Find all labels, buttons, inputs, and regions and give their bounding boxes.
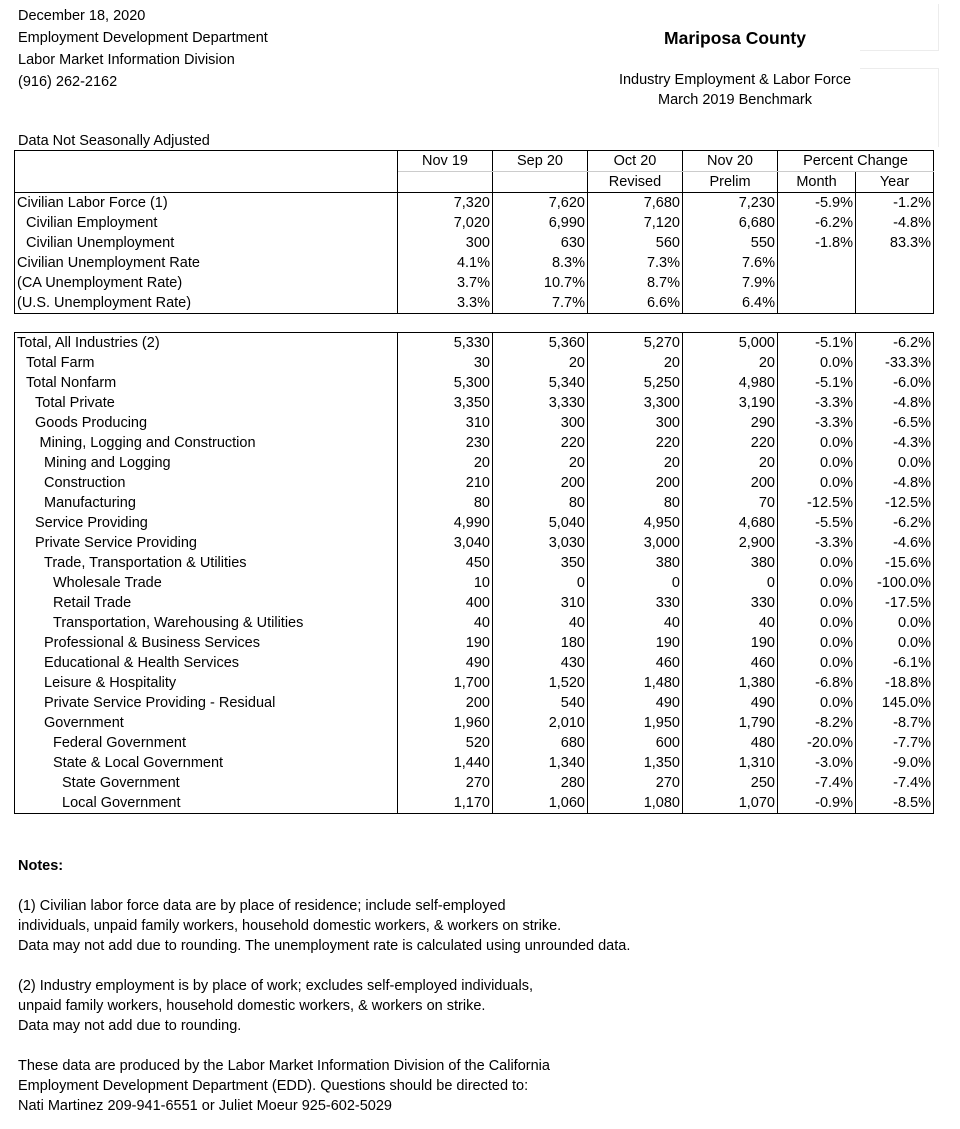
- row-label: (CA Unemployment Rate): [15, 273, 398, 293]
- sep20-value: 540: [493, 693, 588, 713]
- oct20-value: 300: [588, 413, 683, 433]
- table-row: [15, 353, 934, 373]
- notes-heading: Notes:: [18, 858, 64, 874]
- month-change: 0.0%: [778, 573, 856, 593]
- nov20-value: 20: [683, 353, 778, 373]
- nov20-value: 7.9%: [683, 273, 778, 293]
- month-change: -5.5%: [778, 513, 856, 533]
- nov19-value: 490: [398, 653, 493, 673]
- table-row: [15, 253, 934, 273]
- month-change: -8.2%: [778, 713, 856, 733]
- month-change: 0.0%: [778, 553, 856, 573]
- table-row: [15, 193, 934, 214]
- sep20-value: 6,990: [493, 213, 588, 233]
- oct20-value: 270: [588, 773, 683, 793]
- oct20-value: 5,250: [588, 373, 683, 393]
- nov20-value: 480: [683, 733, 778, 753]
- row-label: Trade, Transportation & Utilities: [15, 553, 398, 573]
- nov20-value: 20: [683, 453, 778, 473]
- nov19-value: 5,330: [398, 333, 493, 354]
- oct20-value: 330: [588, 593, 683, 613]
- oct20-value: 80: [588, 493, 683, 513]
- note-3-line-2: Employment Development Department (EDD). Questions should be directed to:: [18, 1078, 529, 1094]
- row-label: Private Service Providing: [15, 533, 398, 553]
- row-label: Total Farm: [15, 353, 398, 373]
- month-change: 0.0%: [778, 693, 856, 713]
- nov20-value: 5,000: [683, 333, 778, 354]
- col-nov20-header: Nov 20: [683, 151, 778, 172]
- sep20-value: 200: [493, 473, 588, 493]
- col-nov20-subheader: Prelim: [683, 172, 778, 193]
- year-change: [856, 293, 934, 314]
- sep20-value: 280: [493, 773, 588, 793]
- sep20-value: 2,010: [493, 713, 588, 733]
- oct20-value: 220: [588, 433, 683, 453]
- oct20-value: 190: [588, 633, 683, 653]
- nov19-value: 310: [398, 413, 493, 433]
- col-oct20-subheader: Revised: [588, 172, 683, 193]
- month-change: -7.4%: [778, 773, 856, 793]
- sep20-value: 310: [493, 593, 588, 613]
- row-label: Civilian Employment: [15, 213, 398, 233]
- nov20-value: 2,900: [683, 533, 778, 553]
- month-change: [778, 253, 856, 273]
- year-change: -9.0%: [856, 753, 934, 773]
- seasonal-adjustment-note: Data Not Seasonally Adjusted: [18, 133, 210, 149]
- month-change: -3.3%: [778, 393, 856, 413]
- nov20-value: 200: [683, 473, 778, 493]
- nov20-value: 330: [683, 593, 778, 613]
- row-label: Total Private: [15, 393, 398, 413]
- table-row: [15, 573, 934, 593]
- month-change: -5.9%: [778, 193, 856, 214]
- month-change: [778, 273, 856, 293]
- header-blank-cell: [15, 151, 398, 172]
- table-row: [15, 733, 934, 753]
- year-change: -1.2%: [856, 193, 934, 214]
- month-change: -0.9%: [778, 793, 856, 814]
- oct20-value: 6.6%: [588, 293, 683, 314]
- nov19-value: 4,990: [398, 513, 493, 533]
- nov19-value: 4.1%: [398, 253, 493, 273]
- oct20-value: 560: [588, 233, 683, 253]
- nov19-value: 3,040: [398, 533, 493, 553]
- row-label: Private Service Providing - Residual: [15, 693, 398, 713]
- nov20-value: 460: [683, 653, 778, 673]
- oct20-value: 8.7%: [588, 273, 683, 293]
- nov20-value: 220: [683, 433, 778, 453]
- oct20-value: 1,350: [588, 753, 683, 773]
- row-label: Retail Trade: [15, 593, 398, 613]
- table-row: [15, 773, 934, 793]
- nov20-value: 0: [683, 573, 778, 593]
- month-change: -5.1%: [778, 333, 856, 354]
- col-nov19-subheader: [398, 172, 493, 193]
- row-label: Professional & Business Services: [15, 633, 398, 653]
- division-name: Labor Market Information Division: [18, 52, 235, 68]
- sep20-value: 1,520: [493, 673, 588, 693]
- month-change: 0.0%: [778, 653, 856, 673]
- month-change: 0.0%: [778, 633, 856, 653]
- nov19-value: 7,320: [398, 193, 493, 214]
- table-row: [15, 413, 934, 433]
- table-row: [15, 633, 934, 653]
- nov20-value: 190: [683, 633, 778, 653]
- year-change: -6.5%: [856, 413, 934, 433]
- oct20-value: 3,300: [588, 393, 683, 413]
- row-label: Manufacturing: [15, 493, 398, 513]
- row-label: Leisure & Hospitality: [15, 673, 398, 693]
- department-name: Employment Development Department: [18, 30, 268, 46]
- labor-force-table: [14, 150, 934, 314]
- row-label: Local Government: [15, 793, 398, 814]
- sep20-value: 20: [493, 453, 588, 473]
- oct20-value: 380: [588, 553, 683, 573]
- sep20-value: 8.3%: [493, 253, 588, 273]
- table-row: [15, 373, 934, 393]
- nov19-value: 210: [398, 473, 493, 493]
- nov19-value: 3.7%: [398, 273, 493, 293]
- sep20-value: 180: [493, 633, 588, 653]
- industry-employment-table: [14, 332, 934, 814]
- table-row: [15, 673, 934, 693]
- sep20-value: 10.7%: [493, 273, 588, 293]
- month-subheader: Month: [778, 172, 856, 193]
- nov20-value: 290: [683, 413, 778, 433]
- year-change: -4.3%: [856, 433, 934, 453]
- table-row: [15, 513, 934, 533]
- column-subheader-row: [15, 172, 934, 193]
- nov19-value: 270: [398, 773, 493, 793]
- subtitle-line-1: Industry Employment & Labor Force: [618, 72, 852, 88]
- nov19-value: 10: [398, 573, 493, 593]
- row-label: Mining, Logging and Construction: [15, 433, 398, 453]
- notes-section: [18, 856, 630, 1116]
- month-change: 0.0%: [778, 453, 856, 473]
- month-change: 0.0%: [778, 473, 856, 493]
- year-change: -6.2%: [856, 513, 934, 533]
- table-row: [15, 593, 934, 613]
- oct20-value: 40: [588, 613, 683, 633]
- row-label: Total, All Industries (2): [15, 333, 398, 354]
- table-row: [15, 233, 934, 253]
- table-row: [15, 753, 934, 773]
- oct20-value: 7,120: [588, 213, 683, 233]
- oct20-value: 3,000: [588, 533, 683, 553]
- sep20-value: 680: [493, 733, 588, 753]
- row-label: Construction: [15, 473, 398, 493]
- month-change: 0.0%: [778, 593, 856, 613]
- year-change: -8.5%: [856, 793, 934, 814]
- month-change: -3.0%: [778, 753, 856, 773]
- year-change: -4.8%: [856, 473, 934, 493]
- table-row: [15, 473, 934, 493]
- year-change: -17.5%: [856, 593, 934, 613]
- row-label: Civilian Unemployment: [15, 233, 398, 253]
- nov19-value: 20: [398, 453, 493, 473]
- nov20-value: 7.6%: [683, 253, 778, 273]
- report-subtitle: [580, 70, 890, 110]
- row-label: Wholesale Trade: [15, 573, 398, 593]
- nov19-value: 190: [398, 633, 493, 653]
- nov19-value: 520: [398, 733, 493, 753]
- month-change: 0.0%: [778, 613, 856, 633]
- nov20-value: 1,790: [683, 713, 778, 733]
- year-change: -18.8%: [856, 673, 934, 693]
- nov20-value: 550: [683, 233, 778, 253]
- year-subheader: Year: [856, 172, 934, 193]
- subheader-blank-cell: [15, 172, 398, 193]
- nov19-value: 40: [398, 613, 493, 633]
- year-change: -12.5%: [856, 493, 934, 513]
- oct20-value: 200: [588, 473, 683, 493]
- row-label: Civilian Unemployment Rate: [15, 253, 398, 273]
- note-3-line-1: These data are produced by the Labor Market Information Division of the California: [18, 1058, 550, 1074]
- nov20-value: 6.4%: [683, 293, 778, 314]
- table-row: [15, 613, 934, 633]
- table-row: [15, 333, 934, 354]
- table-row: [15, 493, 934, 513]
- oct20-value: 20: [588, 453, 683, 473]
- row-label: Educational & Health Services: [15, 653, 398, 673]
- nov20-value: 70: [683, 493, 778, 513]
- sep20-value: 430: [493, 653, 588, 673]
- col-nov19-header: Nov 19: [398, 151, 493, 172]
- nov19-value: 400: [398, 593, 493, 613]
- col-sep20-subheader: [493, 172, 588, 193]
- row-label: Federal Government: [15, 733, 398, 753]
- sep20-value: 630: [493, 233, 588, 253]
- month-change: [778, 293, 856, 314]
- nov20-value: 40: [683, 613, 778, 633]
- oct20-value: 20: [588, 353, 683, 373]
- year-change: 145.0%: [856, 693, 934, 713]
- note-2-line-2: unpaid family workers, household domestic workers, & workers on strike.: [18, 998, 486, 1014]
- sep20-value: 3,030: [493, 533, 588, 553]
- year-change: 0.0%: [856, 613, 934, 633]
- year-change: [856, 273, 934, 293]
- sep20-value: 350: [493, 553, 588, 573]
- year-change: -7.7%: [856, 733, 934, 753]
- nov20-value: 1,070: [683, 793, 778, 814]
- oct20-value: 7,680: [588, 193, 683, 214]
- month-change: -3.3%: [778, 413, 856, 433]
- table-row: [15, 653, 934, 673]
- nov20-value: 7,230: [683, 193, 778, 214]
- sep20-value: 1,340: [493, 753, 588, 773]
- nov19-value: 1,170: [398, 793, 493, 814]
- nov19-value: 3,350: [398, 393, 493, 413]
- year-change: -6.0%: [856, 373, 934, 393]
- table-row: [15, 533, 934, 553]
- year-change: -4.8%: [856, 393, 934, 413]
- nov19-value: 1,700: [398, 673, 493, 693]
- subtitle-line-2: March 2019 Benchmark: [658, 92, 812, 108]
- table-row: [15, 453, 934, 473]
- nov19-value: 450: [398, 553, 493, 573]
- sep20-value: 40: [493, 613, 588, 633]
- year-change: -33.3%: [856, 353, 934, 373]
- year-change: -7.4%: [856, 773, 934, 793]
- nov19-value: 30: [398, 353, 493, 373]
- col-oct20-header: Oct 20: [588, 151, 683, 172]
- table-row: [15, 213, 934, 233]
- phone-number: (916) 262-2162: [18, 74, 118, 90]
- nov19-value: 7,020: [398, 213, 493, 233]
- month-change: -3.3%: [778, 533, 856, 553]
- nov20-value: 490: [683, 693, 778, 713]
- nov19-value: 230: [398, 433, 493, 453]
- oct20-value: 1,480: [588, 673, 683, 693]
- note-2-line-3: Data may not add due to rounding.: [18, 1018, 242, 1034]
- table-row: [15, 273, 934, 293]
- table-row: [15, 433, 934, 453]
- sep20-value: 5,040: [493, 513, 588, 533]
- month-change: -5.1%: [778, 373, 856, 393]
- nov19-value: 200: [398, 693, 493, 713]
- month-change: 0.0%: [778, 353, 856, 373]
- row-label: State & Local Government: [15, 753, 398, 773]
- note-2-line-1: (2) Industry employment is by place of work; excludes self-employed individuals,: [18, 978, 533, 994]
- month-change: -20.0%: [778, 733, 856, 753]
- table-row: [15, 553, 934, 573]
- month-change: -6.8%: [778, 673, 856, 693]
- year-change: -6.2%: [856, 333, 934, 354]
- sep20-value: 20: [493, 353, 588, 373]
- year-change: -6.1%: [856, 653, 934, 673]
- county-title: Mariposa County: [664, 28, 806, 48]
- row-label: (U.S. Unemployment Rate): [15, 293, 398, 314]
- sep20-value: 220: [493, 433, 588, 453]
- row-label: State Government: [15, 773, 398, 793]
- nov20-value: 3,190: [683, 393, 778, 413]
- year-change: -4.6%: [856, 533, 934, 553]
- oct20-value: 600: [588, 733, 683, 753]
- sep20-value: 3,330: [493, 393, 588, 413]
- note-1-line-3: Data may not add due to rounding. The unemployment rate is calculated using unrounded data.: [18, 938, 631, 954]
- sep20-value: 80: [493, 493, 588, 513]
- row-label: Civilian Labor Force (1): [15, 193, 398, 214]
- nov19-value: 300: [398, 233, 493, 253]
- percent-change-header: Percent Change: [778, 151, 934, 172]
- row-label: Goods Producing: [15, 413, 398, 433]
- column-header-row: [15, 151, 934, 172]
- nov19-value: 1,960: [398, 713, 493, 733]
- note-1-line-2: individuals, unpaid family workers, household domestic workers, & workers on strike.: [18, 918, 562, 934]
- year-change: -8.7%: [856, 713, 934, 733]
- oct20-value: 7.3%: [588, 253, 683, 273]
- sep20-value: 5,360: [493, 333, 588, 354]
- note-1-line-1: (1) Civilian labor force data are by place of residence; include self-employed: [18, 898, 506, 914]
- sep20-value: 5,340: [493, 373, 588, 393]
- year-change: -4.8%: [856, 213, 934, 233]
- nov20-value: 380: [683, 553, 778, 573]
- year-change: 83.3%: [856, 233, 934, 253]
- sep20-value: 7.7%: [493, 293, 588, 314]
- table-row: [15, 713, 934, 733]
- nov20-value: 4,980: [683, 373, 778, 393]
- table-row: [15, 793, 934, 814]
- year-change: 0.0%: [856, 633, 934, 653]
- row-label: Transportation, Warehousing & Utilities: [15, 613, 398, 633]
- nov19-value: 80: [398, 493, 493, 513]
- sep20-value: 1,060: [493, 793, 588, 814]
- nov20-value: 250: [683, 773, 778, 793]
- oct20-value: 460: [588, 653, 683, 673]
- nov19-value: 3.3%: [398, 293, 493, 314]
- year-change: -100.0%: [856, 573, 934, 593]
- report-date: December 18, 2020: [18, 8, 146, 24]
- oct20-value: 5,270: [588, 333, 683, 354]
- sep20-value: 300: [493, 413, 588, 433]
- sep20-value: 0: [493, 573, 588, 593]
- oct20-value: 0: [588, 573, 683, 593]
- table-row: [15, 293, 934, 314]
- month-change: -1.8%: [778, 233, 856, 253]
- row-label: Service Providing: [15, 513, 398, 533]
- table-row: [15, 693, 934, 713]
- month-change: -6.2%: [778, 213, 856, 233]
- oct20-value: 1,080: [588, 793, 683, 814]
- note-3-line-3: Nati Martinez 209-941-6551 or Juliet Moeur 925-602-5029: [18, 1098, 392, 1114]
- nov20-value: 4,680: [683, 513, 778, 533]
- nov19-value: 1,440: [398, 753, 493, 773]
- report-header: [18, 5, 268, 93]
- row-label: Mining and Logging: [15, 453, 398, 473]
- month-change: 0.0%: [778, 433, 856, 453]
- row-label: Total Nonfarm: [15, 373, 398, 393]
- col-sep20-header: Sep 20: [493, 151, 588, 172]
- sep20-value: 7,620: [493, 193, 588, 214]
- year-change: 0.0%: [856, 453, 934, 473]
- nov20-value: 1,310: [683, 753, 778, 773]
- oct20-value: 1,950: [588, 713, 683, 733]
- month-change: -12.5%: [778, 493, 856, 513]
- nov20-value: 1,380: [683, 673, 778, 693]
- nov19-value: 5,300: [398, 373, 493, 393]
- table-row: [15, 393, 934, 413]
- oct20-value: 490: [588, 693, 683, 713]
- row-label: Government: [15, 713, 398, 733]
- year-change: [856, 253, 934, 273]
- year-change: -15.6%: [856, 553, 934, 573]
- oct20-value: 4,950: [588, 513, 683, 533]
- nov20-value: 6,680: [683, 213, 778, 233]
